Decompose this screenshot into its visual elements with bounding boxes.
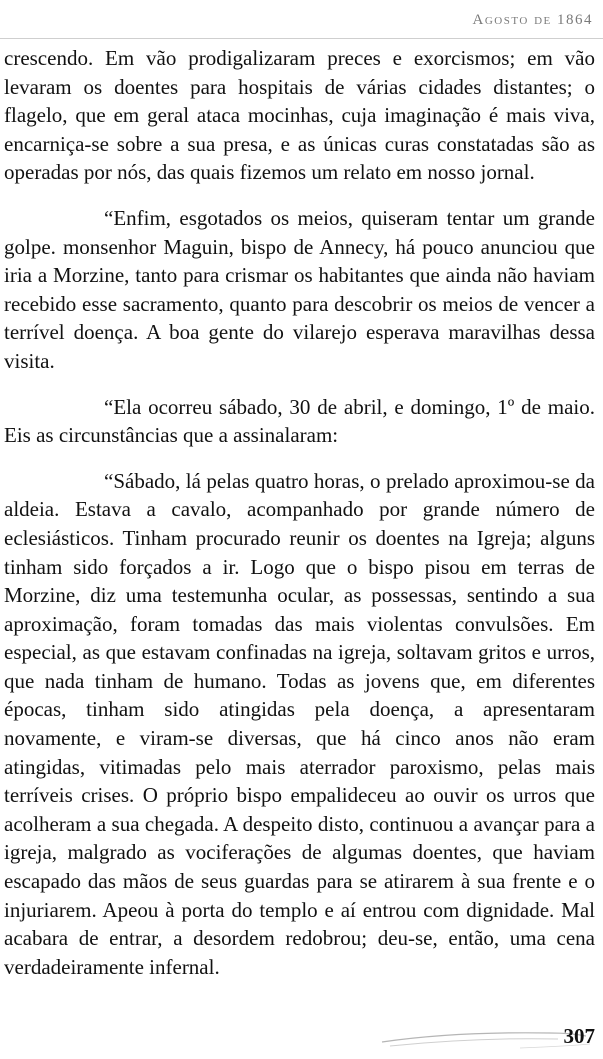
paragraph-1: crescendo. Em vão prodigalizaram preces e exorcismos; em vão levaram os doentes para hospitais de várias cidades distantes; o flagelo, que em geral ataca mocinhas, cuja imaginação é mais viva, encarniça-se sobre a sua presa, e as únicas curas constatadas são as operadas por nós, das quais fizemos um relato em nosso jornal.	[4, 46, 595, 185]
header-rule	[0, 38, 603, 39]
body-text	[4, 44, 595, 998]
paragraph-4: “Sábado, lá pelas quatro horas, o prelado aproximou-se da aldeia. Estava a cavalo, acompanhado por grande número de eclesiásticos. Tinham procurado reunir os doentes na Igreja; alguns tinham sido forçados a ir. Logo que o bispo pisou em terras de Morzine, diz uma testemunha ocular, as possessas, sentindo a sua aproximação, foram tomadas das mais violentas convulsões. Em especial, as que estavam confinadas na igreja, soltavam gritos e urros, que nada tinham de humano. Todas as jovens que, em diferentes épocas, tinham sido atingidas pela doença, a apresentaram novamente, e viram-se diversas, que há cinco anos não eram atingidas, vitimadas pelo mais aterrador paroxismo, pelas mais terríveis crises. O próprio bispo empalideceu ao ouvir os urros que acolheram a sua chegada. A despeito disto, continuou a avançar para a igreja, malgrado as vociferações de algumas doentes, que haviam escapado das mãos de seus guardas para se atirarem à sua frente e o injuriarem. Apeou à porta do templo e aí entrou com dignidade. Mal acabara de entrar, a desordem redobrou; deu-se, então, uma cena verdadeiramente infernal.	[4, 468, 595, 979]
paragraph-2: “Enfim, esgotados os meios, quiseram tentar um grande golpe. monsenhor Maguin, bispo de Annecy, há pouco anunciou que iria a Morzine, tanto para crismar os habitantes que ainda não haviam recebido esse sacramento, quanto para descobrir os meios de vencer a terrível doença. A boa gente do vilarejo esperava maravilhas dessa visita.	[4, 205, 595, 373]
page-number: 307	[563, 1024, 595, 1048]
paragraph-3: “Ela ocorreu sábado, 30 de abril, e domingo, 1º de maio. Eis as circunstâncias que a assinalaram:	[4, 394, 595, 448]
folio	[380, 1022, 603, 1052]
running-head: Agosto de 1864	[472, 12, 593, 28]
